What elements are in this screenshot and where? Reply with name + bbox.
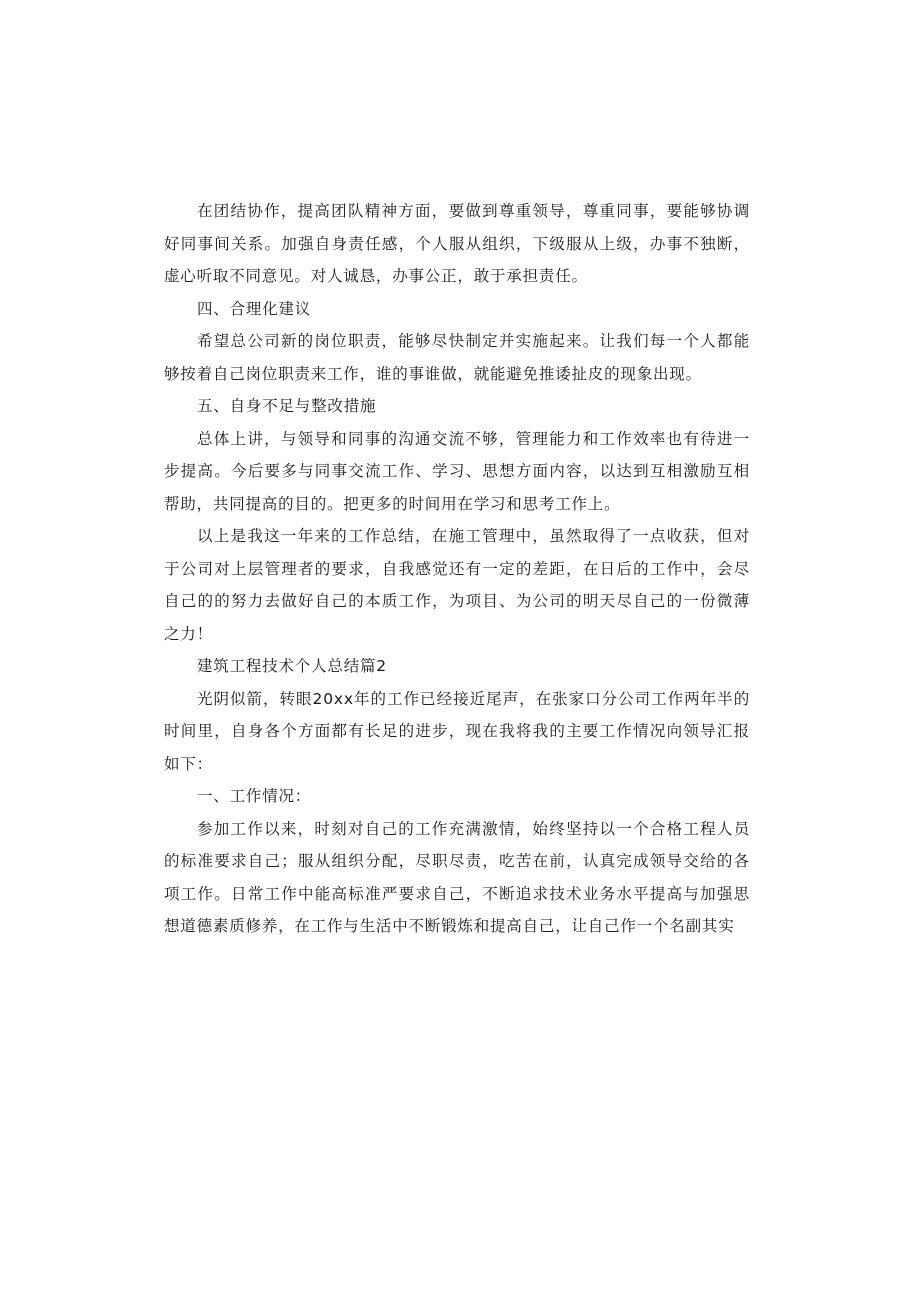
heading-work-status: 一、工作情况： [197,787,312,805]
paragraph-teamwork: 在团结协作，提高团队精神方面，要做到尊重领导，尊重同事，要能够协调好同事间关系。加强自身责任感，个人服从组织，下级服从上级，办事不独断，虚心听取不同意见。对人诚恳，办事公正，敢于承担责任。 [164,202,750,285]
heading-shortcomings: 五、自身不足与整改措施 [197,397,377,415]
heading-summary-part-2: 建筑工程技术个人总结篇2 [197,657,387,675]
paragraph-shortcomings: 总体上讲，与领导和同事的沟通交流不够，管理能力和工作效率也有待进一步提高。今后要多与同事交流工作、学习、思想方面内容，以达到互相激励互相帮助，共同提高的目的。把更多的时间用在学习和思考工作上。 [164,429,750,513]
paragraph-suggestions: 希望总公司新的岗位职责，能够尽快制定并实施起来。让我们每一个人都能够按着自己岗位职责来工作，谁的事谁做，就能避免推诿扯皮的现象出现。 [164,332,750,383]
paragraph-intro-part-2: 光阴似箭，转眼20xx年的工作已经接近尾声，在张家口分公司工作两年半的时间里，自身各个方面都有长足的进步，现在我将我的主要工作情况向领导汇报如下： [164,689,750,773]
document-body [164,195,750,943]
paragraph-conclusion: 以上是我这一年来的工作总结，在施工管理中，虽然取得了一点收获，但对于公司对上层管理者的要求，自我感觉还有一定的差距，在日后的工作中，会尽自己的的努力去做好自己的本质工作，为项目、为公司的明天尽自己的一份微薄之力！ [164,527,750,643]
heading-suggestions: 四、合理化建议 [197,299,312,318]
paragraph-work-status: 参加工作以来，时刻对自己的工作充满激情，始终坚持以一个合格工程人员的标准要求自己；服从组织分配，尽职尽责，吃苦在前，认真完成领导交给的各项工作。日常工作中能高标准严要求自己，不断追求技术业务水平提高与加强思想道德素质修养，在工作与生活中不断锻炼和提高自己，让自己作一个名副其实 [164,819,750,935]
